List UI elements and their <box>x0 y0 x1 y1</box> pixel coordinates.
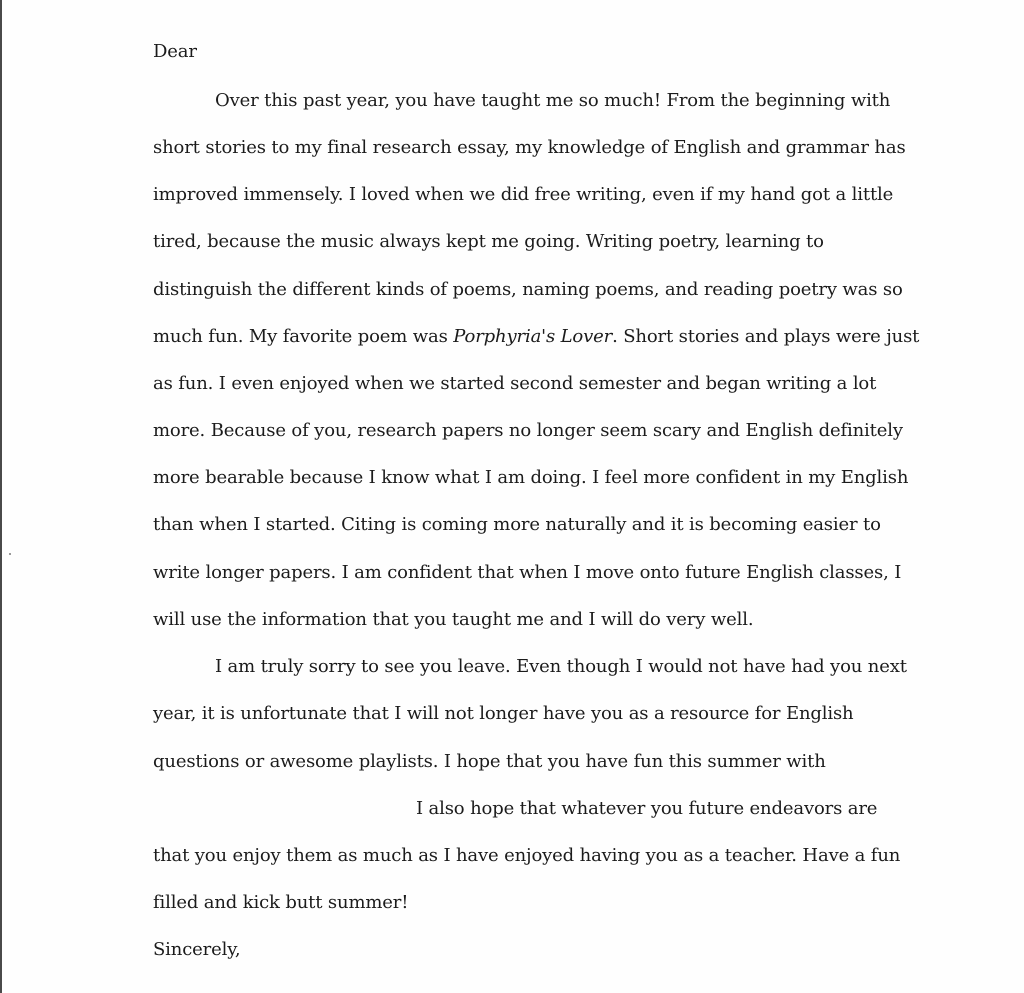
p1-line-5: distinguish the different kinds of poems, naming poems, and reading poetry was so <box>153 279 903 300</box>
scan-speck <box>9 553 11 555</box>
p1-line-10: than when I started. Citing is coming more naturally and it is becoming easier to <box>153 514 881 535</box>
p1-line-7: as fun. I even enjoyed when we started second semester and began writing a lot <box>153 373 877 394</box>
p1-line-3: improved immensely. I loved when we did free writing, even if my hand got a little <box>153 184 894 205</box>
p2-line-6: filled and kick butt summer! <box>153 892 409 913</box>
p2-line-5: that you enjoy them as much as I have enjoyed having you as a teacher. Have a fun <box>153 845 901 866</box>
p1-line-2: short stories to my final research essay, my knowledge of English and grammar has <box>153 137 906 158</box>
p2-line-3: questions or awesome playlists. I hope that you have fun this summer with <box>153 751 826 772</box>
p1-line-6-after: . Short stories and plays were just <box>612 326 920 347</box>
p2-line-4: I also hope that whatever you future endeavors are <box>416 798 878 819</box>
p1-line-6 <box>153 326 919 348</box>
p1-line-8: more. Because of you, research papers no longer seem scary and English definitely <box>153 420 903 441</box>
p1-line-6-before: much fun. My favorite poem was <box>153 326 454 347</box>
p1-line-11: write longer papers. I am confident that when I move onto future English classes, I <box>153 562 902 583</box>
poem-title: Porphyria's Lover <box>453 326 613 347</box>
salutation: Dear <box>153 41 197 62</box>
p2-line-2: year, it is unfortunate that I will not longer have you as a resource for English <box>153 703 854 724</box>
p1-line-4: tired, because the music always kept me going. Writing poetry, learning to <box>153 231 824 252</box>
p2-line-1: I am truly sorry to see you leave. Even though I would not have had you next <box>215 656 907 677</box>
scan-edge <box>0 0 2 993</box>
closing: Sincerely, <box>153 939 241 960</box>
p1-line-9: more bearable because I know what I am doing. I feel more confident in my English <box>153 467 909 488</box>
p1-line-1: Over this past year, you have taught me so much! From the beginning with <box>215 90 891 111</box>
p1-line-12: will use the information that you taught me and I will do very well. <box>153 609 754 630</box>
